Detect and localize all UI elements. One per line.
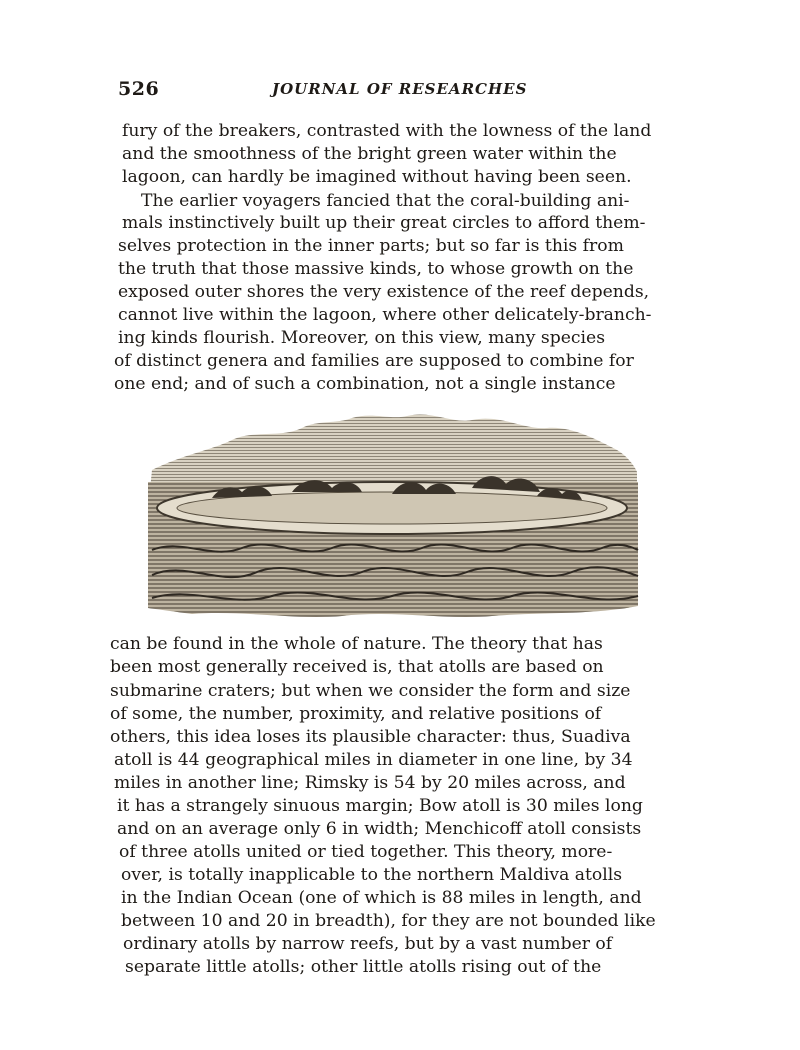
text-line: can be found in the whole of nature. The theory that has	[110, 634, 603, 654]
sky-clouds	[142, 410, 642, 490]
text-line: of distinct genera and families are supposed to combine for	[114, 351, 634, 371]
text-line: ing kinds flourish. Moreover, on this view, many species	[118, 328, 606, 348]
text-line: and the smoothness of the bright green water within the	[122, 144, 617, 164]
text-line: between 10 and 20 in breadth), for they are not bounded like	[121, 911, 656, 931]
text-line: one end; and of such a combination, not a single instance	[114, 374, 616, 394]
text-line: selves protection in the inner parts; but so far is this from	[118, 236, 624, 256]
text-line: atoll is 44 geographical miles in diameter in one line, by 34	[114, 750, 633, 770]
text-line: lagoon, can hardly be imagined without having been seen.	[122, 167, 632, 187]
text-line: exposed outer shores the very existence of the reef depends,	[118, 282, 650, 302]
text-line: cannot live within the lagoon, where other delicately-branch-	[118, 305, 652, 325]
text-line: over, is totally inapplicable to the northern Maldiva atolls	[121, 865, 623, 885]
text-line: submarine craters; but when we consider the form and size	[110, 681, 631, 701]
text-line: and on an average only 6 in width; Menchicoff atoll consists	[117, 819, 642, 839]
running-head	[112, 78, 672, 102]
text-line: mals instinctively built up their great circles to afford them-	[122, 213, 646, 233]
text-line: ordinary atolls by narrow reefs, but by a vast number of	[123, 934, 613, 954]
atoll-engraving	[142, 410, 642, 620]
text-line: it has a strangely sinuous margin; Bow atoll is 30 miles long	[117, 796, 643, 816]
running-title: JOURNAL OF RESEARCHES	[272, 80, 528, 98]
text-line: separate little atolls; other little atolls rising out of the	[125, 957, 602, 977]
text-line: been most generally received is, that atolls are based on	[110, 657, 604, 677]
text-line: of some, the number, proximity, and relative positions of	[110, 704, 602, 724]
text-line: miles in another line; Rimsky is 54 by 20 miles across, and	[114, 773, 626, 793]
text-line: fury of the breakers, contrasted with the lowness of the land	[122, 121, 652, 141]
text-line: of three atolls united or tied together. This theory, more-	[119, 842, 613, 862]
page-number: 526	[118, 78, 160, 100]
text-line: the truth that those massive kinds, to whose growth on the	[118, 259, 634, 279]
text-line: others, this idea loses its plausible character: thus, Suadiva	[110, 727, 631, 747]
text-line: in the Indian Ocean (one of which is 88 miles in length, and	[121, 888, 642, 908]
text-line: The earlier voyagers fancied that the coral-building ani-	[141, 191, 630, 211]
